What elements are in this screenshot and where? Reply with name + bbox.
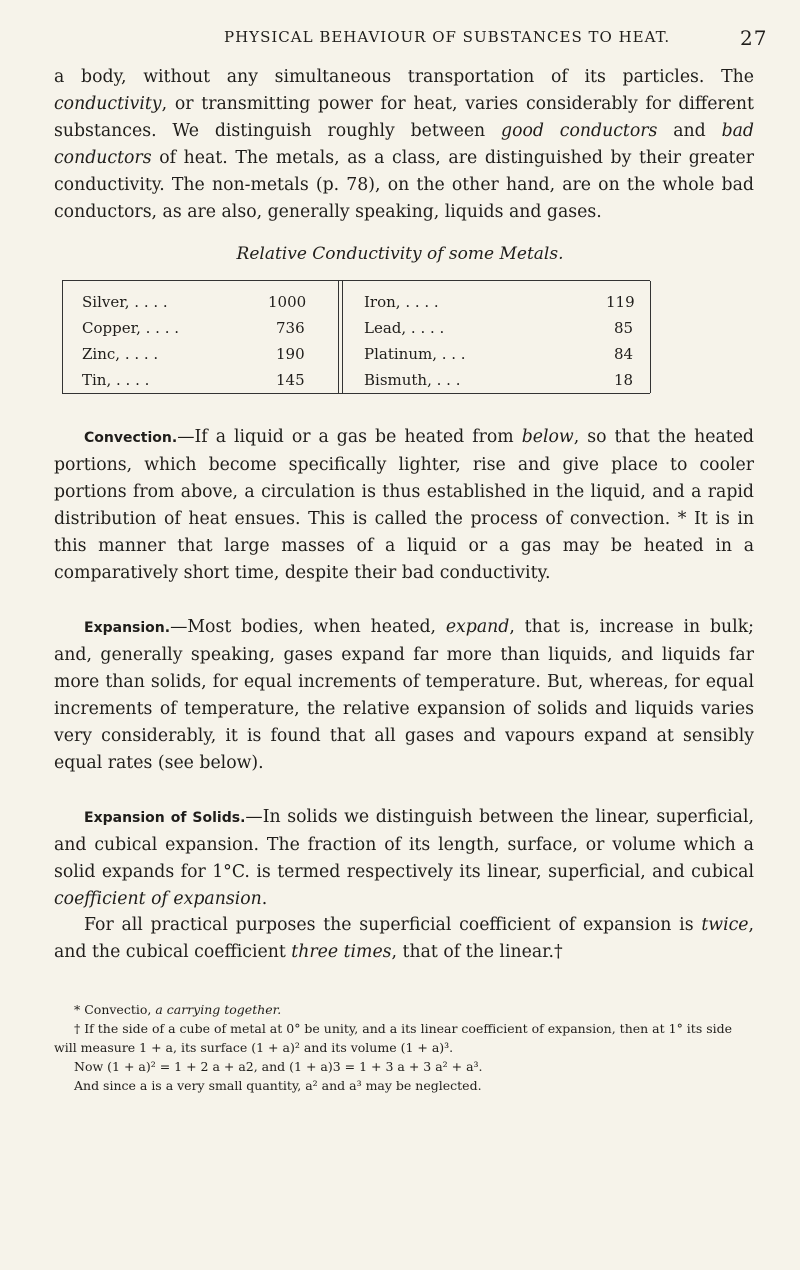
text-run: —In solids we distinguish between the linear, superficial, and cubical expansion. The fraction of its length, surface, or volume which a solid expands for 1°C. is termed respectively its linear, superficial, and cubical — [54, 807, 754, 882]
term-conductivity: conductivity — [54, 94, 162, 114]
footnote-text: * Convectio, — [74, 1002, 156, 1017]
expansion-paragraph — [54, 614, 754, 777]
footnote-italic: a carrying together. — [155, 1002, 282, 1017]
footnote-4: And since a is a very small quantity, a² and a³ may be neglected. — [74, 1078, 482, 1093]
conductivity-value: 1000 — [268, 293, 307, 311]
text-run: a body, without any simultaneous transportation of its particles. The — [54, 67, 754, 87]
metal-name: Iron, . . . . — [364, 293, 439, 311]
conductivity-value: 190 — [276, 345, 305, 363]
metal-name: Tin, . . . . — [82, 371, 150, 389]
footnotes — [54, 1000, 754, 1095]
text-run: of heat. The metals, as a class, are distinguished by their greater conductivity. The non-metals (p. 78), on the other hand, are on the whole bad conductors, as are also, generally speaking, liquids and gases. — [54, 148, 754, 222]
term-expand: expand — [445, 617, 510, 637]
text-run: , or transmitting power for heat, varies considerably for different substances. We distinguish roughly between — [54, 94, 754, 141]
conductivity-value: 736 — [276, 319, 305, 337]
footnote-2: † If the side of a cube of metal at 0° be unity, and a its linear coefficient of expansion, then at 1° its side will measure 1 + a, its surface (1 + a)² and its volume (1 + a)³. — [54, 1021, 733, 1055]
metal-name: Bismuth, . . . — [364, 371, 461, 389]
conductivity-value: 18 — [614, 371, 634, 389]
text-run: —Most bodies, when heated, — [170, 617, 446, 637]
text-run: , that of the linear.† — [391, 942, 563, 962]
term-coefficient: coefficient of expansion — [54, 889, 262, 909]
table-row — [62, 319, 650, 345]
metal-name: Lead, . . . . — [364, 319, 445, 337]
solids-paragraph — [54, 804, 754, 913]
term-twice: twice — [701, 915, 749, 935]
convection-paragraph — [54, 424, 754, 587]
metal-name: Platinum, . . . — [364, 345, 466, 363]
text-run: . — [261, 889, 268, 909]
text-run: For all practical purposes the superficial coefficient of expansion is — [84, 915, 702, 935]
conductivity-table — [62, 280, 650, 394]
text-run: , and the cubical coefficient — [54, 915, 754, 962]
table-row — [62, 345, 650, 371]
text-run: and — [657, 121, 722, 141]
text-run: , so that the heated portions, which become specifically lighter, rise and give place to cooler portions from above, a circulation is thus established in the liquid, and a rapid distribution of heat ensues. This is called the process of convection. * It is in this manner that large masses of a liquid or a gas may be heated in a comparatively short time, despite their bad conductivity. — [54, 427, 754, 583]
term-bad-conductors: bad conductors — [54, 121, 754, 168]
page-number: 27 — [740, 26, 768, 50]
caption-part: Relative — [236, 244, 307, 264]
conductivity-value: 85 — [614, 319, 634, 337]
section-heading: Expansion of Solids. — [84, 810, 246, 826]
table-row — [62, 371, 650, 397]
term-good-conductors: good conductors — [501, 121, 658, 141]
section-heading: Convection. — [84, 430, 178, 446]
caption-part: of — [427, 244, 444, 264]
table-caption — [0, 244, 800, 264]
footnote-3: Now (1 + a)² = 1 + 2 a + a2, and (1 + a)3 = 1 + 3 a + 3 a² + a³. — [74, 1059, 483, 1074]
footnote-1 — [54, 1000, 754, 1019]
table-row — [62, 293, 650, 319]
metal-name: Copper, . . . . — [82, 319, 180, 337]
text-run: —If a liquid or a gas be heated from — [177, 427, 522, 447]
running-title: PHYSICAL BEHAVIOUR OF SUBSTANCES TO HEAT. — [224, 28, 671, 46]
conductivity-value: 84 — [614, 345, 634, 363]
metal-name: Zinc, . . . . — [82, 345, 159, 363]
caption-part: some — [443, 244, 500, 264]
conductivity-value: 119 — [606, 293, 635, 311]
intro-paragraph — [54, 64, 754, 226]
table-rule — [650, 281, 651, 393]
metal-name: Silver, . . . . — [82, 293, 168, 311]
text-run: , that is, increase in bulk; and, generally speaking, gases expand far more than liquids, and liquids far more than solids, for equal increments of temperature. But, whereas, for equal increments of temperature, the relative expansion of solids and liquids varies very considerably, it is found that all gases and vapours expand at sensibly equal rates (see below). — [54, 617, 755, 773]
section-heading: Expansion. — [84, 620, 171, 636]
term-below: below — [521, 427, 574, 447]
coefficient-paragraph — [54, 912, 754, 966]
term-three-times: three times — [291, 942, 392, 962]
conductivity-value: 145 — [276, 371, 305, 389]
caption-part: Conductivity — [306, 244, 427, 264]
caption-part: Metals. — [499, 244, 564, 264]
